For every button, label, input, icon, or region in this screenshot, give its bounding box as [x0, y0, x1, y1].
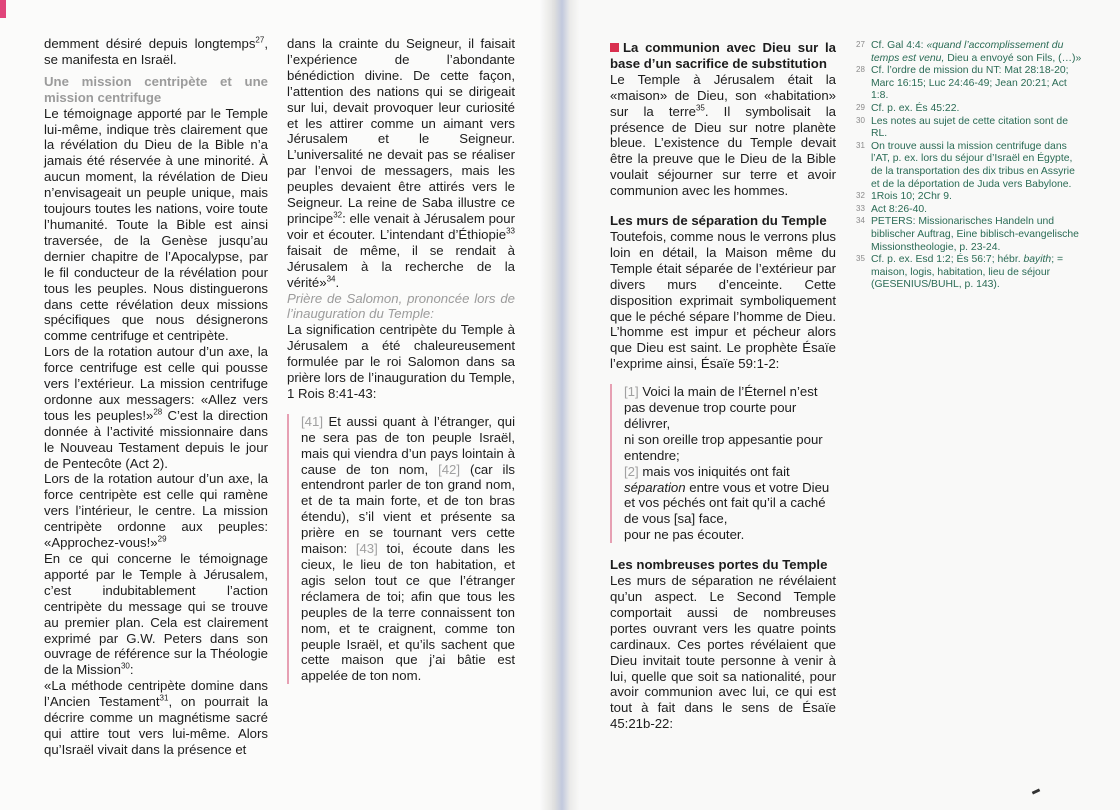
left-page — [0, 0, 552, 810]
prayer-subheading: Prière de Salomon, prononcée lors de l’inauguration du Temple: — [287, 290, 515, 322]
verse-number: [41] — [301, 413, 323, 429]
verse-number: [42] — [438, 461, 461, 477]
right-column-1 — [610, 40, 836, 732]
footnote: 34 PETERS: Missionarisches Handeln und biblischer Auftrag, Eine biblisch-evangelische Missionstheologie, p. 23-24. — [856, 216, 1079, 253]
quote-line: ni son oreille trop appesantie pour entendre; — [624, 431, 823, 463]
footnote: 33 Act 8:26-40. — [856, 203, 928, 215]
quote-line: et vos péchés ont fait qu’il a caché de vous [sa] face, — [624, 495, 826, 527]
footnote-number: 30 — [856, 115, 865, 125]
footnote: 28 Cf. l’ordre de mission du NT: Mat 28:18-20; Marc 16:15; Luc 24:46-49; Jean 20:21; Act 1:8. — [856, 65, 1069, 102]
paragraph: En ce qui concerne le témoignage apporté par le Temple à Jérusalem, c’est indubitablement l’action centripète du message qui se trouve au premier plan. Cela est clairement exprimé par G.W. Peters dans son ouvrage de référence sur la Théologie de la Mission$^{30}$: — [44, 551, 268, 678]
footnote-number: 27 — [856, 40, 865, 49]
red-square-marker-icon — [610, 43, 619, 52]
footnote-number: 31 — [856, 140, 865, 150]
paragraph: Lors de la rotation autour d’un axe, la force centrifuge est celle qui pousse vers l’extérieur. La mission centrifuge ordonne aux messagers: «Allez vers tous les peuples!»$^{28}$ C’est la direction donnée à l’activité missionnaire dans le Nouveau Testament depuis le jour de Pentecôte (Act 2). — [44, 344, 268, 471]
quote-line: [2] mais vos iniquités ont fait séparation entre vous et votre Dieu — [624, 463, 830, 495]
paragraph: Toutefois, comme nous le verrons plus loin en détail, la Maison même du Temple était séparée de l’extérieur par divers murs d’enceinte. Cette disposition exprimait symboliquement que le péché sépare l’homme de Dieu. L’homme est impur et pécheur alors que Dieu est saint. Le prophète Ésaïe l’exprime ainsi, Ésaïe 59:1-2: — [610, 228, 836, 372]
section-heading-missions: Une mission centripète et une mission centrifuge — [44, 73, 268, 105]
footnote-number: 33 — [856, 203, 865, 213]
book-gutter — [540, 0, 580, 810]
footnote: 27 Cf. Gal 4:4: «quand l’accomplissement du temps est venu, Dieu a envoyé son Fils, (…)» — [856, 40, 1082, 64]
footnote-number: 35 — [856, 254, 865, 264]
paragraph-intro: demment désiré depuis longtemps$^{27}$, se manifesta en Israël. — [44, 35, 268, 67]
paragraph: «La méthode centripète domine dans l’Ancien Testament$^{31}$, on pourrait la décrire comme un magnétisme sacré qui attire tout vers lui-même. Alors qu’Israël vivait dans la présence et — [44, 678, 268, 757]
footnote-number: 29 — [856, 102, 865, 112]
footnote: 29 Cf. p. ex. És 45:22. — [856, 102, 960, 114]
paragraph: La signification centripète du Temple à Jérusalem a été chaleureusement formulée par le roi Salomon dans sa prière lors de l’inauguration du Temple, 1 Rois 8:41-43: — [287, 322, 515, 401]
chapter-tab-marker — [0, 0, 6, 18]
section-heading-murs: Les murs de séparation du Temple — [610, 213, 827, 229]
footnote: 31 On trouve aussi la mission centrifuge dans l’AT, p. ex. lors du séjour d’Israël en Égypte, de la transportation des dix tribus en Assyrie et de la déportation de Juda vers Babylone. — [856, 140, 1075, 190]
footnote-number: 32 — [856, 191, 865, 201]
quote-line: pour ne pas écouter. — [624, 527, 745, 543]
footnotes-column — [856, 40, 1084, 292]
quote-line: [1] Voici la main de l’Éternel n’est pas devenue trop courte pour délivrer, — [624, 384, 818, 431]
paragraph: Lors de la rotation autour d’un axe, la force centripète est celle qui ramène vers l’intérieur, le centre. La mission centripète ordonne aux peuples: «Approchez-vous!»$^{29}$ — [44, 471, 268, 551]
verse-number: [43] — [355, 541, 378, 557]
paragraph: Le Temple à Jérusalem était la «maison» de Dieu, son «habitation» sur la terre$^{35}$. Il symbolisait la présence de Dieu sur notre planète bleue. L’existence du Temple devait être la preuve que le Dieu de la Bible voulait séjourner sur terre et avoir communion avec les hommes. — [610, 71, 836, 199]
left-column-2 — [287, 36, 515, 684]
section-heading-communion: La communion avec Dieu sur la base d’un sacrifice de substitution — [610, 40, 836, 71]
footnote: 32 1Rois 10; 2Chr 9. — [856, 191, 952, 203]
footnote-number: 34 — [856, 216, 865, 226]
paragraph: Les murs de séparation ne révélaient qu’un aspect. Le Second Temple comportait aussi de nombreuses portes ouvrant vers les quatre points cardinaux. Ces portes révélaient que Dieu invitait toute personne à venir à lui, quelle que soit sa nationalité, pour avoir communion avec lui, ce qui est tout à fait dans le sens de Ésaïe 45:21b-22: — [610, 573, 836, 732]
footnote: 35 Cf. p. ex. Esd 1:2; És 56:7; hébr. bayith; = maison, logis, habitation, lieu de séjour (GESENIUS/BUHL, p. 143). — [856, 254, 1064, 291]
section-heading-portes: Les nombreuses portes du Temple — [610, 557, 828, 573]
paragraph: Le témoignage apporté par le Temple lui-même, indique très clairement que la révélation du Dieu de la Bible n’a jamais été réservée à une minorité. À aucun moment, la révélation de Dieu n’envisageait un peuple unique, mais toujours toutes les nations, voire toute l’humanité. Toute la Bible est ainsi traversée, de la Genèse jusqu’au dernier chapitre de l’Apocalypse, par le fil conducteur de la révélation pour tous les peuples. Nous distinguerons dans cette révélation deux missions spécifiques que nous désignerons comme centrifuge et centripète. — [44, 105, 268, 344]
scripture-quote-esaie — [610, 384, 836, 543]
footnote: 30 Les notes au sujet de cette citation sont de RL. — [856, 115, 1068, 140]
left-column-1 — [44, 36, 268, 758]
paragraph: dans la crainte du Seigneur, il faisait l’expérience de l’abondante bénédiction divine. De cette façon, l’attention des nations qui se dirigeait sur lui, devait provoquer leur curiosité et les attirer comme un aimant vers Jérusalem et le Seigneur. L’universalité ne devait pas se réaliser par l’envoi de messagers, mais les peuples devaient être attirés vers le Seigneur. La reine de Saba illustre ce principe$^{32}$: elle venait à Jérusalem pour voir et écouter. L’intendant d’Éthiopie$^{33}$ faisait de même, il se rendait à Jérusalem à la recherche de la vérité»$^{34}$. — [287, 36, 515, 290]
footnote-number: 28 — [856, 65, 865, 75]
scripture-quote-1-rois: [41] Et aussi quant à l’étranger, qui ne sera pas de ton peuple Israël, mais qui viendra d’un pays lointain à cause de ton nom, [42] (car ils entendront parler de ton grand nom, et de ta main forte, et de ton bras étendu), s’il vient et présente sa prière en se tournant vers cette maison: [43] toi, écoute dans les cieux, le lieu de ton habitation, et agis selon tout ce que l’étranger réclamera de toi; afin que tous les peuples de la terre connaissent ton nom, et te craignent, comme ton peuple Israël, et qu’ils sachent que cette maison que j’ai bâtie est appelée de ton nom. — [287, 414, 515, 684]
